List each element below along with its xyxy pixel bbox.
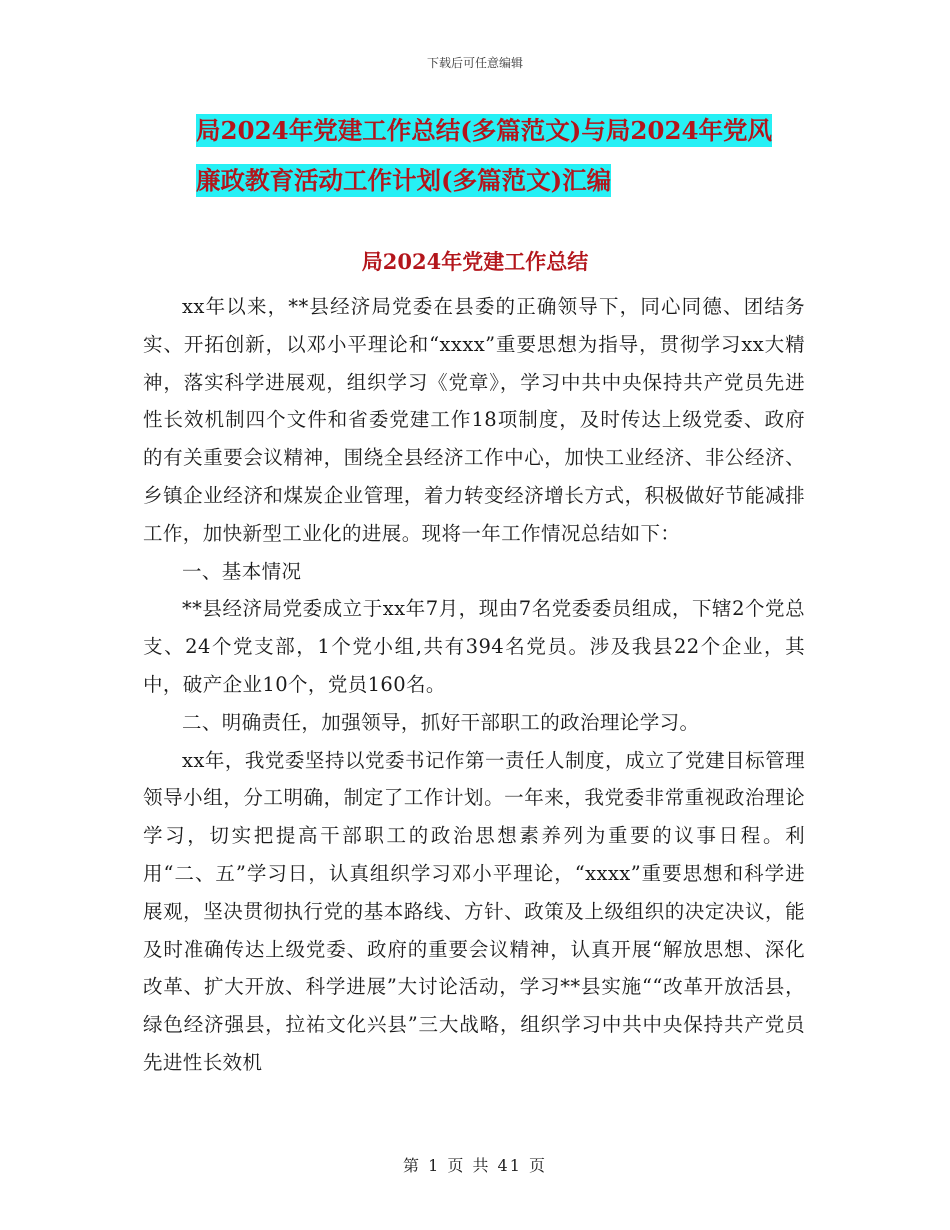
- document-body: [143, 288, 805, 1082]
- heading-basic-situation: 一、基本情况: [182, 559, 302, 583]
- heading-responsibility: 二、明确责任，加强领导，抓好干部职工的政治理论学习。: [182, 710, 700, 734]
- document-title-line-2: 廉政教育活动工作计划(多篇范文)汇编: [196, 166, 612, 195]
- document-title: [196, 106, 816, 206]
- page-footer-page-number: 第 1 页 共 41 页: [403, 1156, 547, 1175]
- document-title-line-1: 局2024年党建工作总结(多篇范文)与局2024年党风: [196, 116, 773, 145]
- section-title: 局2024年党建工作总结: [361, 249, 589, 274]
- page-header-note: 下载后可任意编辑: [426, 56, 523, 70]
- paragraph-intro: xx年以来，**县经济局党委在县委的正确领导下，同心同德、团结务实、开拓创新，以邓小平理论和“xxxx”重要思想为指导，贯彻学习xx大精神，落实科学进展观，组织学习《党章》，学习中共中央保持共产党员先进性长效机制四个文件和省委党建工作18项制度，及时传达上级党委、政府的有关重要会议精神，围绕全县经济工作中心，加快工业经济、非公经济、乡镇企业经济和煤炭企业管理，着力转变经济增长方式，积极做好节能减排工作，加快新型工业化的进展。现将一年工作情况总结如下：: [143, 295, 805, 545]
- paragraph-responsibility: xx年，我党委坚持以党委书记作第一责任人制度，成立了党建目标管理领导小组，分工明确，制定了工作计划。一年来，我党委非常重视政治理论学习，切实把提高干部职工的政治思想素养列为重要的议事日程。利用“二、五”学习日，认真组织学习邓小平理论，“xxxx”重要思想和科学进展观，坚决贯彻执行党的基本路线、方针、政策及上级组织的决定决议，能及时准确传达上级党委、政府的重要会议精神，认真开展“解放思想、深化改革、扩大开放、科学进展”大讨论活动，学习**县实施““改革开放活县，绿色经济强县，拉祐文化兴县”三大战略，组织学习中共中央保持共产党员先进性长效机: [143, 748, 805, 1074]
- paragraph-basic-situation: **县经济局党委成立于xx年7月，现由7名党委委员组成，下辖2个党总支、24个党支部，1个党小组,共有394名党员。涉及我县22个企业，其中，破产企业10个，党员160名。: [143, 597, 805, 696]
